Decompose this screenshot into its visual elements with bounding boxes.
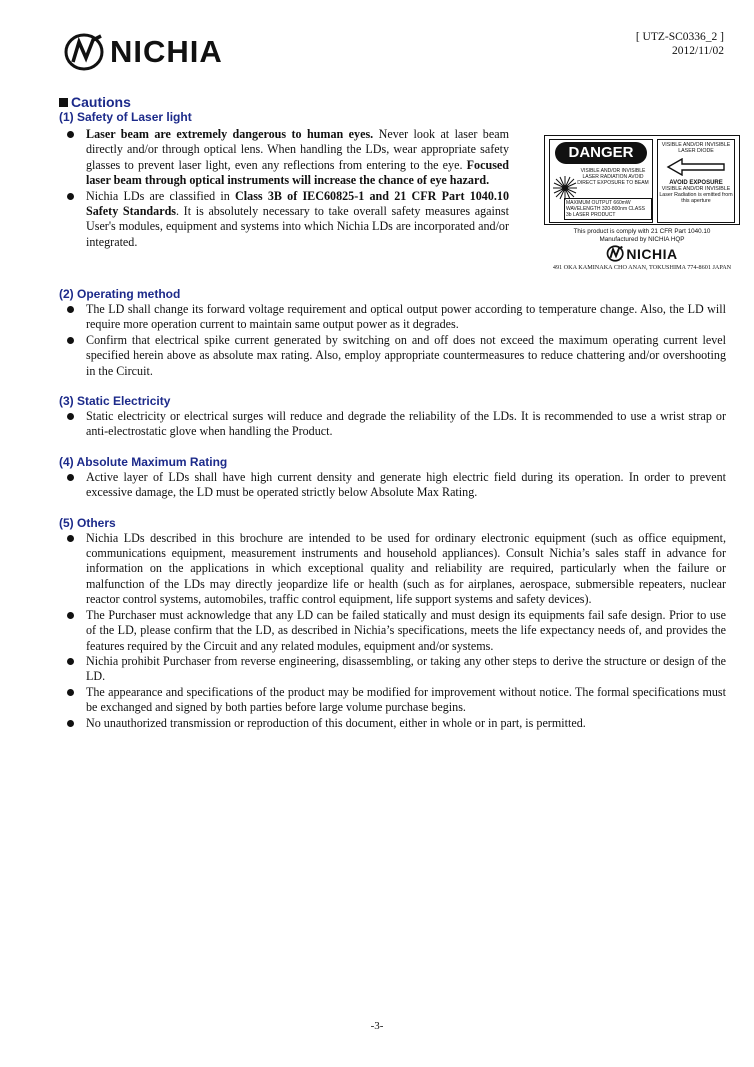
text: The LD shall change its forward voltage requirement and optical output power according to temperature change. Also, the LD will require more operation current to maintain same output power as it degrades. bbox=[86, 302, 726, 332]
section-title: (2) Operating method bbox=[59, 287, 181, 301]
section-title: (4) Absolute Maximum Rating bbox=[59, 454, 228, 469]
label-panel bbox=[544, 135, 740, 225]
bold-text: Class 3B of IEC60825-1 and 21 CFR Part 1040.10 Safety Standards bbox=[86, 188, 509, 219]
section-absolute-max-rating bbox=[59, 455, 726, 501]
text: Nichia LDs described in this brochure are intended to be used for ordinary electronic equipment (such as office equipment, communications equipment, measurement instruments and household appliances). Consult Nichia’s sales staff in advance for information on the applications in which exceptional quality and reliability are required, particularly when the failure or malfunction of the LDs may directly jeopardize life or health (such as for airplanes, aerospace, submersible repeaters, nuclear reactor control systems, automobiles, traffic control equipment, life support systems and safety devices). bbox=[86, 530, 726, 607]
bold-text: Laser beam are extremely dangerous to human eyes. bbox=[86, 127, 374, 141]
bullet-item bbox=[59, 470, 726, 501]
text: Nichia prohibit Purchaser from reverse engineering, disassembling, or taking any other steps to derive the structure or design of the LD. bbox=[86, 653, 726, 684]
bullet-dot-icon bbox=[67, 131, 74, 138]
bullet-dot-icon bbox=[67, 612, 74, 619]
section-title: (1) Safety of Laser light bbox=[59, 110, 192, 124]
danger-panel bbox=[549, 139, 653, 223]
page-number: -3- bbox=[370, 1020, 384, 1032]
section-items bbox=[59, 409, 726, 440]
section-title: (3) Static Electricity bbox=[59, 394, 171, 409]
section-static-electricity bbox=[59, 394, 726, 440]
bullet-dot-icon bbox=[67, 658, 74, 665]
text: . It is absolutely necessary to take overall safety measures against User's modules, equipment and systems into which Nichia LDs are incorporated and/or integrated. bbox=[86, 204, 509, 249]
page-header bbox=[64, 30, 724, 80]
cautions-heading bbox=[59, 94, 726, 110]
label-address: 491 OKA KAMINAKA CHO ANAN, TOKUSHIMA 774-8601 JAPAN bbox=[552, 264, 732, 271]
bullet-dot-icon bbox=[67, 474, 74, 481]
section-items bbox=[59, 302, 726, 379]
section-items bbox=[59, 470, 726, 501]
laser-warning-label bbox=[544, 135, 740, 272]
bullet-dot-icon bbox=[67, 337, 74, 344]
bullet-dot-icon bbox=[67, 535, 74, 542]
bullet-item bbox=[59, 685, 726, 716]
aperture-title: VISIBLE AND/OR INVISIBLE LASER DIODE bbox=[661, 142, 731, 154]
label-logo bbox=[544, 245, 740, 262]
nichia-logo bbox=[64, 32, 223, 72]
bullet-item bbox=[59, 127, 509, 189]
text: Active layer of LDs shall have high current density and generate high electric field during its operation. In order to prevent excessive damage, the LD must be operated strictly below Absolute Max Rating. bbox=[86, 469, 726, 500]
cautions-title: Cautions bbox=[71, 94, 131, 110]
section-laser-safety bbox=[59, 110, 733, 272]
text: Confirm that electrical spike current generated by switching on and off does not exceed the maximum operating current level specified herein above as absolute max rating. Also, employ appropriate countermeasures to reduce chattering and/or overshooting in the Circuit. bbox=[86, 332, 726, 378]
bullet-item bbox=[59, 302, 726, 333]
section-title: (5) Others bbox=[59, 515, 116, 530]
text: The appearance and specifications of the product may be modified for improvement without notice. The formal specifications must be exchanged and signed by both parties before large volume purchase begins. bbox=[86, 684, 726, 715]
avoid-exposure-text: AVOID EXPOSURE bbox=[669, 180, 723, 186]
bullet-dot-icon bbox=[67, 689, 74, 696]
arrow-left-icon bbox=[666, 158, 726, 176]
bullet-item bbox=[59, 189, 509, 251]
document-id: [ UTZ-SC0336_2 ] bbox=[635, 31, 724, 43]
laser-starburst-icon bbox=[553, 176, 577, 200]
avoid-subtext: VISIBLE AND/OR INVISIBLE Laser Radiation is emitted from this aperture bbox=[659, 186, 733, 204]
section-others bbox=[59, 516, 726, 731]
bullet-dot-icon bbox=[67, 720, 74, 727]
section-operating-method bbox=[59, 287, 726, 379]
bullet-item bbox=[59, 409, 726, 440]
aperture-panel bbox=[657, 139, 735, 223]
bullet-dot-icon bbox=[67, 193, 74, 200]
label-brand: NICHIA bbox=[626, 245, 678, 262]
section-items bbox=[59, 531, 726, 731]
bullet-dot-icon bbox=[67, 413, 74, 420]
bullet-item bbox=[59, 333, 726, 379]
comply-text: This product is comply with 21 CFR Part 1040.10 bbox=[573, 228, 711, 235]
manufactured-text: Manufactured by NICHIA HQP bbox=[599, 236, 685, 243]
text: Never look at laser beam directly and/or through optical lens. When handling the LDs, wear appropriate safety glasses to prevent laser light, even any reflections from entering to the eye. bbox=[86, 127, 509, 172]
bold-text: Focused laser beam through optical instruments will increase the chance of eye hazard. bbox=[86, 157, 509, 188]
text: Static electricity or electrical surges will reduce and degrade the reliability of the LDs. It is recommended to use a wrist strap or anti-electrostatic glove when handling the Product. bbox=[86, 409, 726, 439]
bullet-item bbox=[59, 716, 726, 731]
bullet-item bbox=[59, 654, 726, 685]
max-output-text: MAXIMUM OUTPUT 660mW WAVELENGTH 320-800nm CLASS 3b LASER PRODUCT bbox=[564, 198, 652, 220]
document-date: 2012/11/02 bbox=[672, 45, 724, 57]
text: No unauthorized transmission or reproduction of this document, either in whole or in part, is permitted. bbox=[86, 715, 586, 730]
text: The Purchaser must acknowledge that any LD can be failed statically and must design its equipments fail safe design. Prior to use of the LD, please confirm that the LD, as described in Nichia’s specifications, meets the life expectancy needs of, and provides the features required by the Circuit and any related modules, equipment and/or systems. bbox=[86, 607, 726, 653]
nichia-emblem-icon bbox=[606, 245, 626, 262]
bullet-dot-icon bbox=[67, 306, 74, 313]
text: Nichia LDs are classified in bbox=[86, 188, 236, 203]
section-items bbox=[59, 127, 509, 272]
danger-badge: DANGER bbox=[555, 142, 647, 164]
square-bullet-icon bbox=[59, 98, 68, 107]
danger-subtext: VISIBLE AND/OR INVISIBLE LASER RADIATION AVOID DIRECT EXPOSURE TO BEAM bbox=[577, 168, 649, 186]
document-info bbox=[636, 30, 724, 58]
main-content bbox=[59, 94, 733, 731]
brand-name: NICHIA bbox=[110, 34, 223, 69]
nichia-emblem-icon bbox=[64, 32, 108, 72]
bullet-item bbox=[59, 531, 726, 608]
bullet-item bbox=[59, 608, 726, 654]
